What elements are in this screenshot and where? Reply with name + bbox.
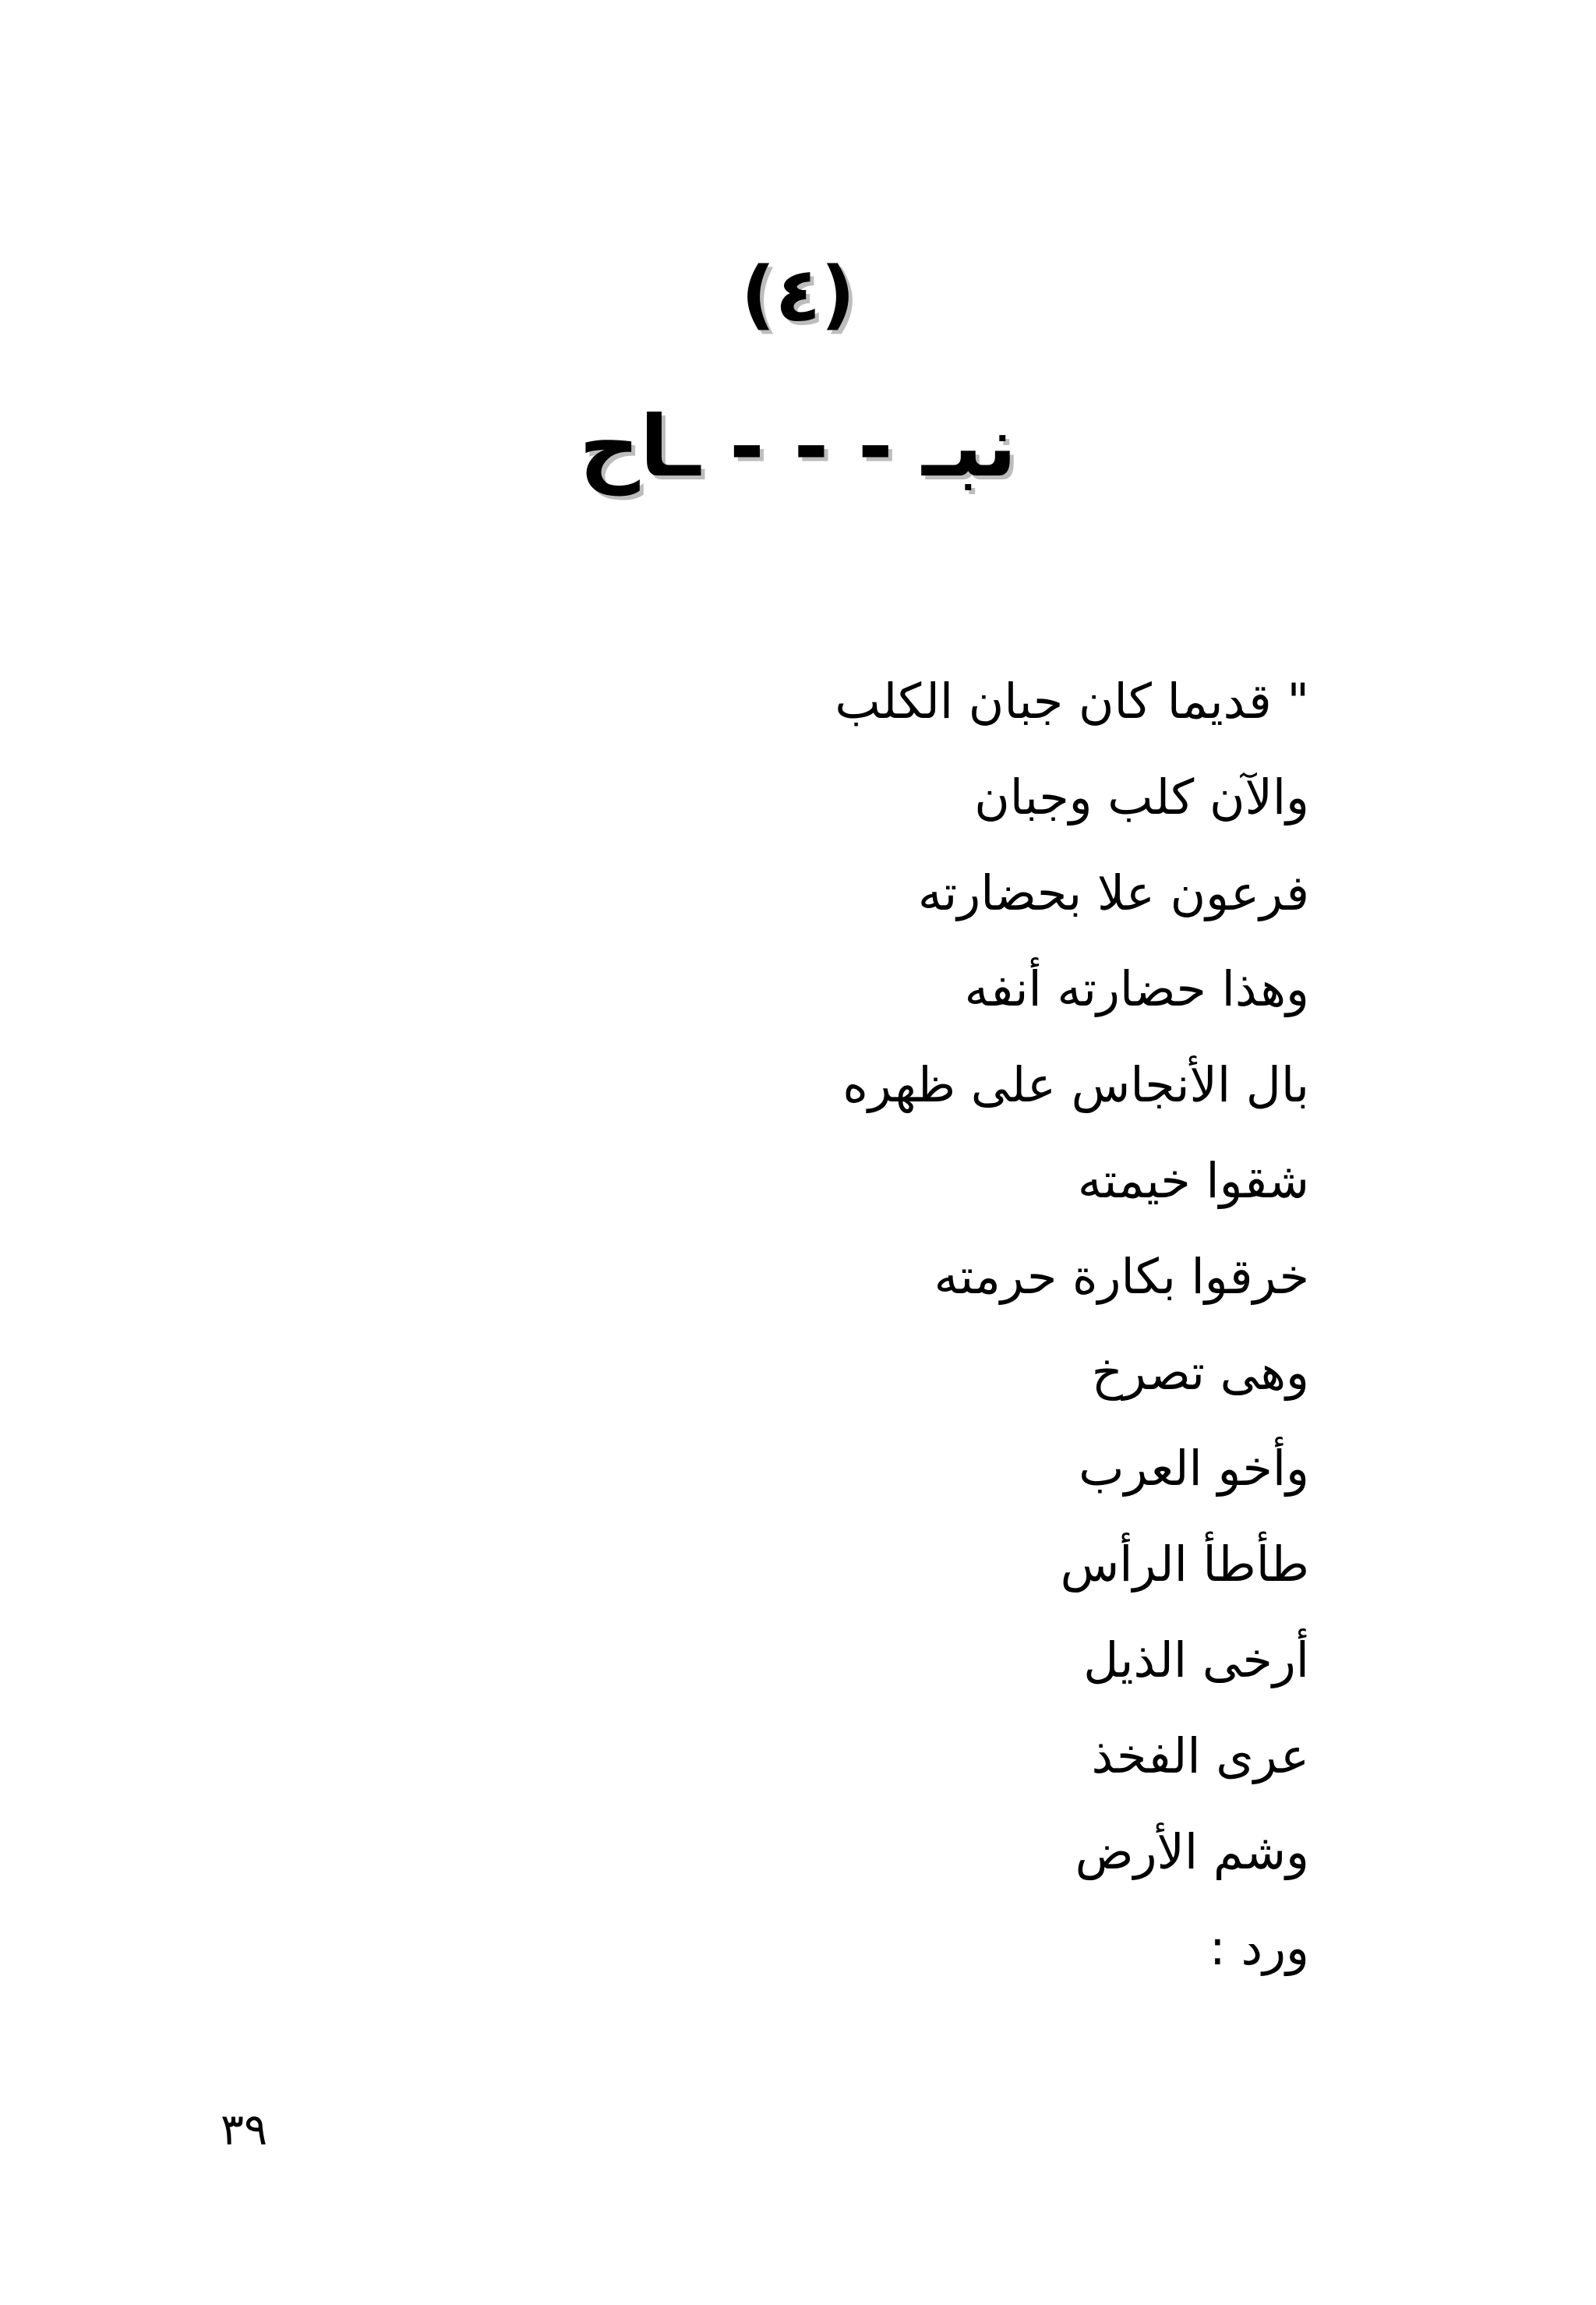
poem-line: والآن كلب وجبان (974, 769, 1309, 825)
poem-line: ورد : (1209, 1919, 1309, 1976)
chapter-title: نبـ - - - ـاح (579, 398, 1017, 496)
poem-line: شقوا خيمته (1077, 1152, 1309, 1209)
poem-line: طأطأ الرأس (1060, 1536, 1309, 1593)
poem-line: بال الأنجاس على ظهره (842, 1056, 1309, 1113)
poem-line: وأخو العرب (1079, 1440, 1309, 1497)
poem-line: وشم الأرض (1075, 1823, 1309, 1880)
poem-line: وهذا حضارته أنفه (964, 960, 1309, 1017)
poem-line: عرى الفخذ (1091, 1727, 1309, 1784)
poem-line: خرقوا بكارة حرمته (934, 1248, 1309, 1305)
poem-line: فرعون علا بحضارته (917, 864, 1309, 921)
poem-line: أرخى الذيل (1083, 1632, 1309, 1688)
page-number: ٣٩ (221, 2105, 268, 2155)
poem-body (835, 653, 1309, 1996)
poem-line: وهى تصرخ (1091, 1344, 1309, 1401)
chapter-number: (٤) (740, 251, 856, 338)
poem-line: " قديما كان جبان الكلب (835, 673, 1309, 730)
